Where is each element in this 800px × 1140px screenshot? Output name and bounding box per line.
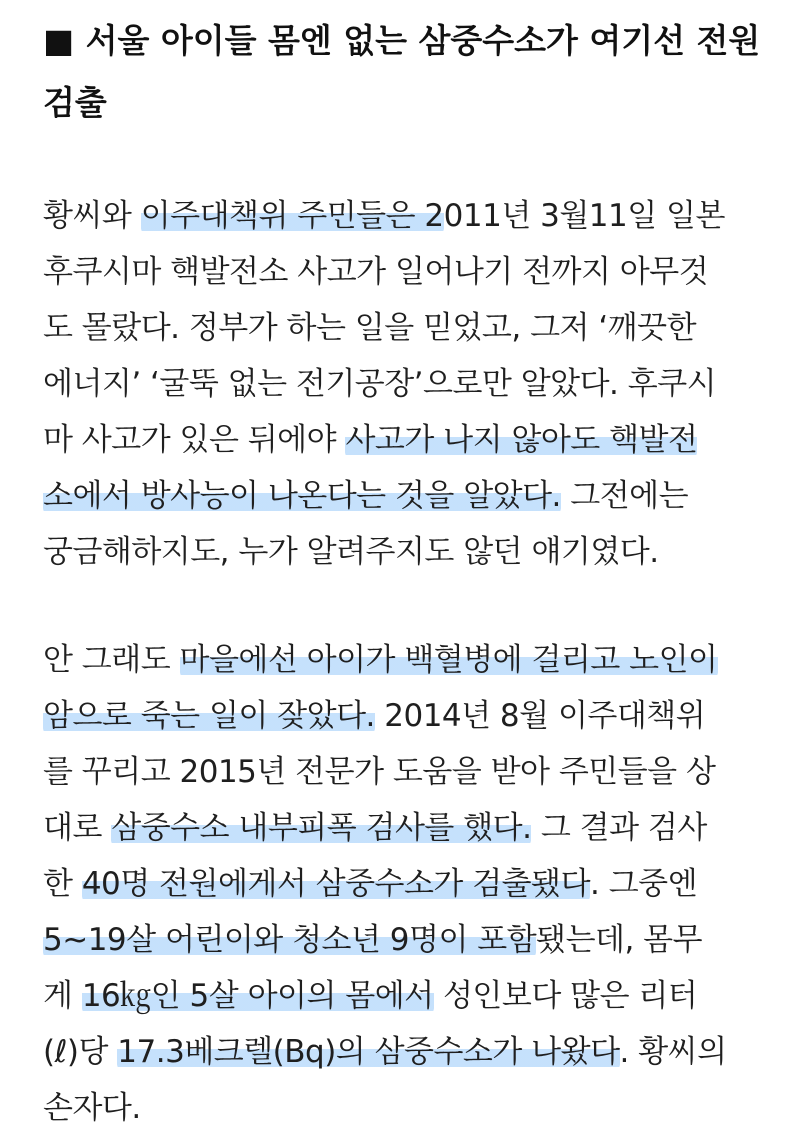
text-line xyxy=(43,356,773,412)
highlighted-text: 삼중수소 내부피폭 검사를 했다. xyxy=(111,810,532,846)
highlighted-text: 암으로 죽는 일이 잦았다. xyxy=(43,698,375,734)
text-line xyxy=(43,468,773,524)
text-run: 황씨와 xyxy=(43,198,141,234)
article-body xyxy=(43,0,773,1136)
text-run: 손자다. xyxy=(43,1090,141,1126)
text-run: . 황씨의 xyxy=(619,1034,727,1070)
text-run: 011년 3월11일 일본 xyxy=(443,198,725,234)
highlighted-text: 마을에선 아이가 백혈병에 걸리고 노인이 xyxy=(179,642,718,678)
text-run: . 그중엔 xyxy=(590,866,698,902)
text-run: 대로 xyxy=(43,810,112,846)
text-line xyxy=(43,524,773,580)
text-run: 그전에는 xyxy=(560,478,689,514)
text-line xyxy=(43,1024,773,1080)
text-run: 를 꾸리고 2015년 전문가 도움을 받아 주민들을 상 xyxy=(43,754,716,790)
text-run: 2014년 8월 이주대책위 xyxy=(374,698,706,734)
text-line xyxy=(43,1080,773,1136)
text-line xyxy=(43,968,773,1024)
text-line xyxy=(43,300,773,356)
text-run: (ℓ)당 xyxy=(43,1034,118,1070)
highlighted-text: 40명 전원에게서 삼중수소가 검출됐다 xyxy=(81,866,591,902)
text-run: 도 몰랐다. 정부가 하는 일을 믿었고, 그저 ‘깨끗한 xyxy=(43,310,697,346)
highlighted-text: 16㎏인 5살 아이의 몸에서 xyxy=(81,978,434,1014)
text-run: 됐는데, 몸무 xyxy=(536,922,703,958)
text-run: 성인보다 많은 리터 xyxy=(433,978,698,1014)
text-line xyxy=(43,244,773,300)
section-heading xyxy=(43,10,773,134)
text-line xyxy=(43,188,773,244)
text-line xyxy=(43,688,773,744)
text-run: 그 결과 검사 xyxy=(531,810,707,846)
highlighted-text: 17.3베크렐(Bq)의 삼중수소가 나왔다 xyxy=(117,1034,620,1070)
text-run: 궁금해하지도, 누가 알려주지도 않던 얘기였다. xyxy=(43,534,659,570)
text-run: 게 xyxy=(43,978,82,1014)
paragraph-1 xyxy=(43,188,773,580)
text-line xyxy=(43,912,773,968)
text-run: 안 그래도 xyxy=(43,642,180,678)
text-line xyxy=(43,412,773,468)
paragraph-2 xyxy=(43,632,773,1136)
text-line xyxy=(43,744,773,800)
highlighted-text: 이주대책위 주민들은 2 xyxy=(140,198,444,234)
highlighted-text: 5~19살 어린이와 청소년 9명이 포함 xyxy=(43,922,537,958)
text-line xyxy=(43,856,773,912)
highlighted-text: 소에서 방사능이 나온다는 것을 알았다. xyxy=(43,478,561,514)
heading-line: ■ 서울 아이들 몸엔 없는 삼중수소가 여기선 전원 xyxy=(43,21,761,60)
highlighted-text: 사고가 나지 않아도 핵발전 xyxy=(345,422,698,458)
text-run: 한 xyxy=(43,866,82,902)
text-line xyxy=(43,800,773,856)
text-run: 에너지’ ‘굴뚝 없는 전기공장’으로만 알았다. 후쿠시 xyxy=(43,366,717,402)
text-line xyxy=(43,632,773,688)
text-run: 후쿠시마 핵발전소 사고가 일어나기 전까지 아무것 xyxy=(43,254,709,290)
heading-line: 검출 xyxy=(43,83,107,122)
text-run: 마 사고가 있은 뒤에야 xyxy=(43,422,346,458)
